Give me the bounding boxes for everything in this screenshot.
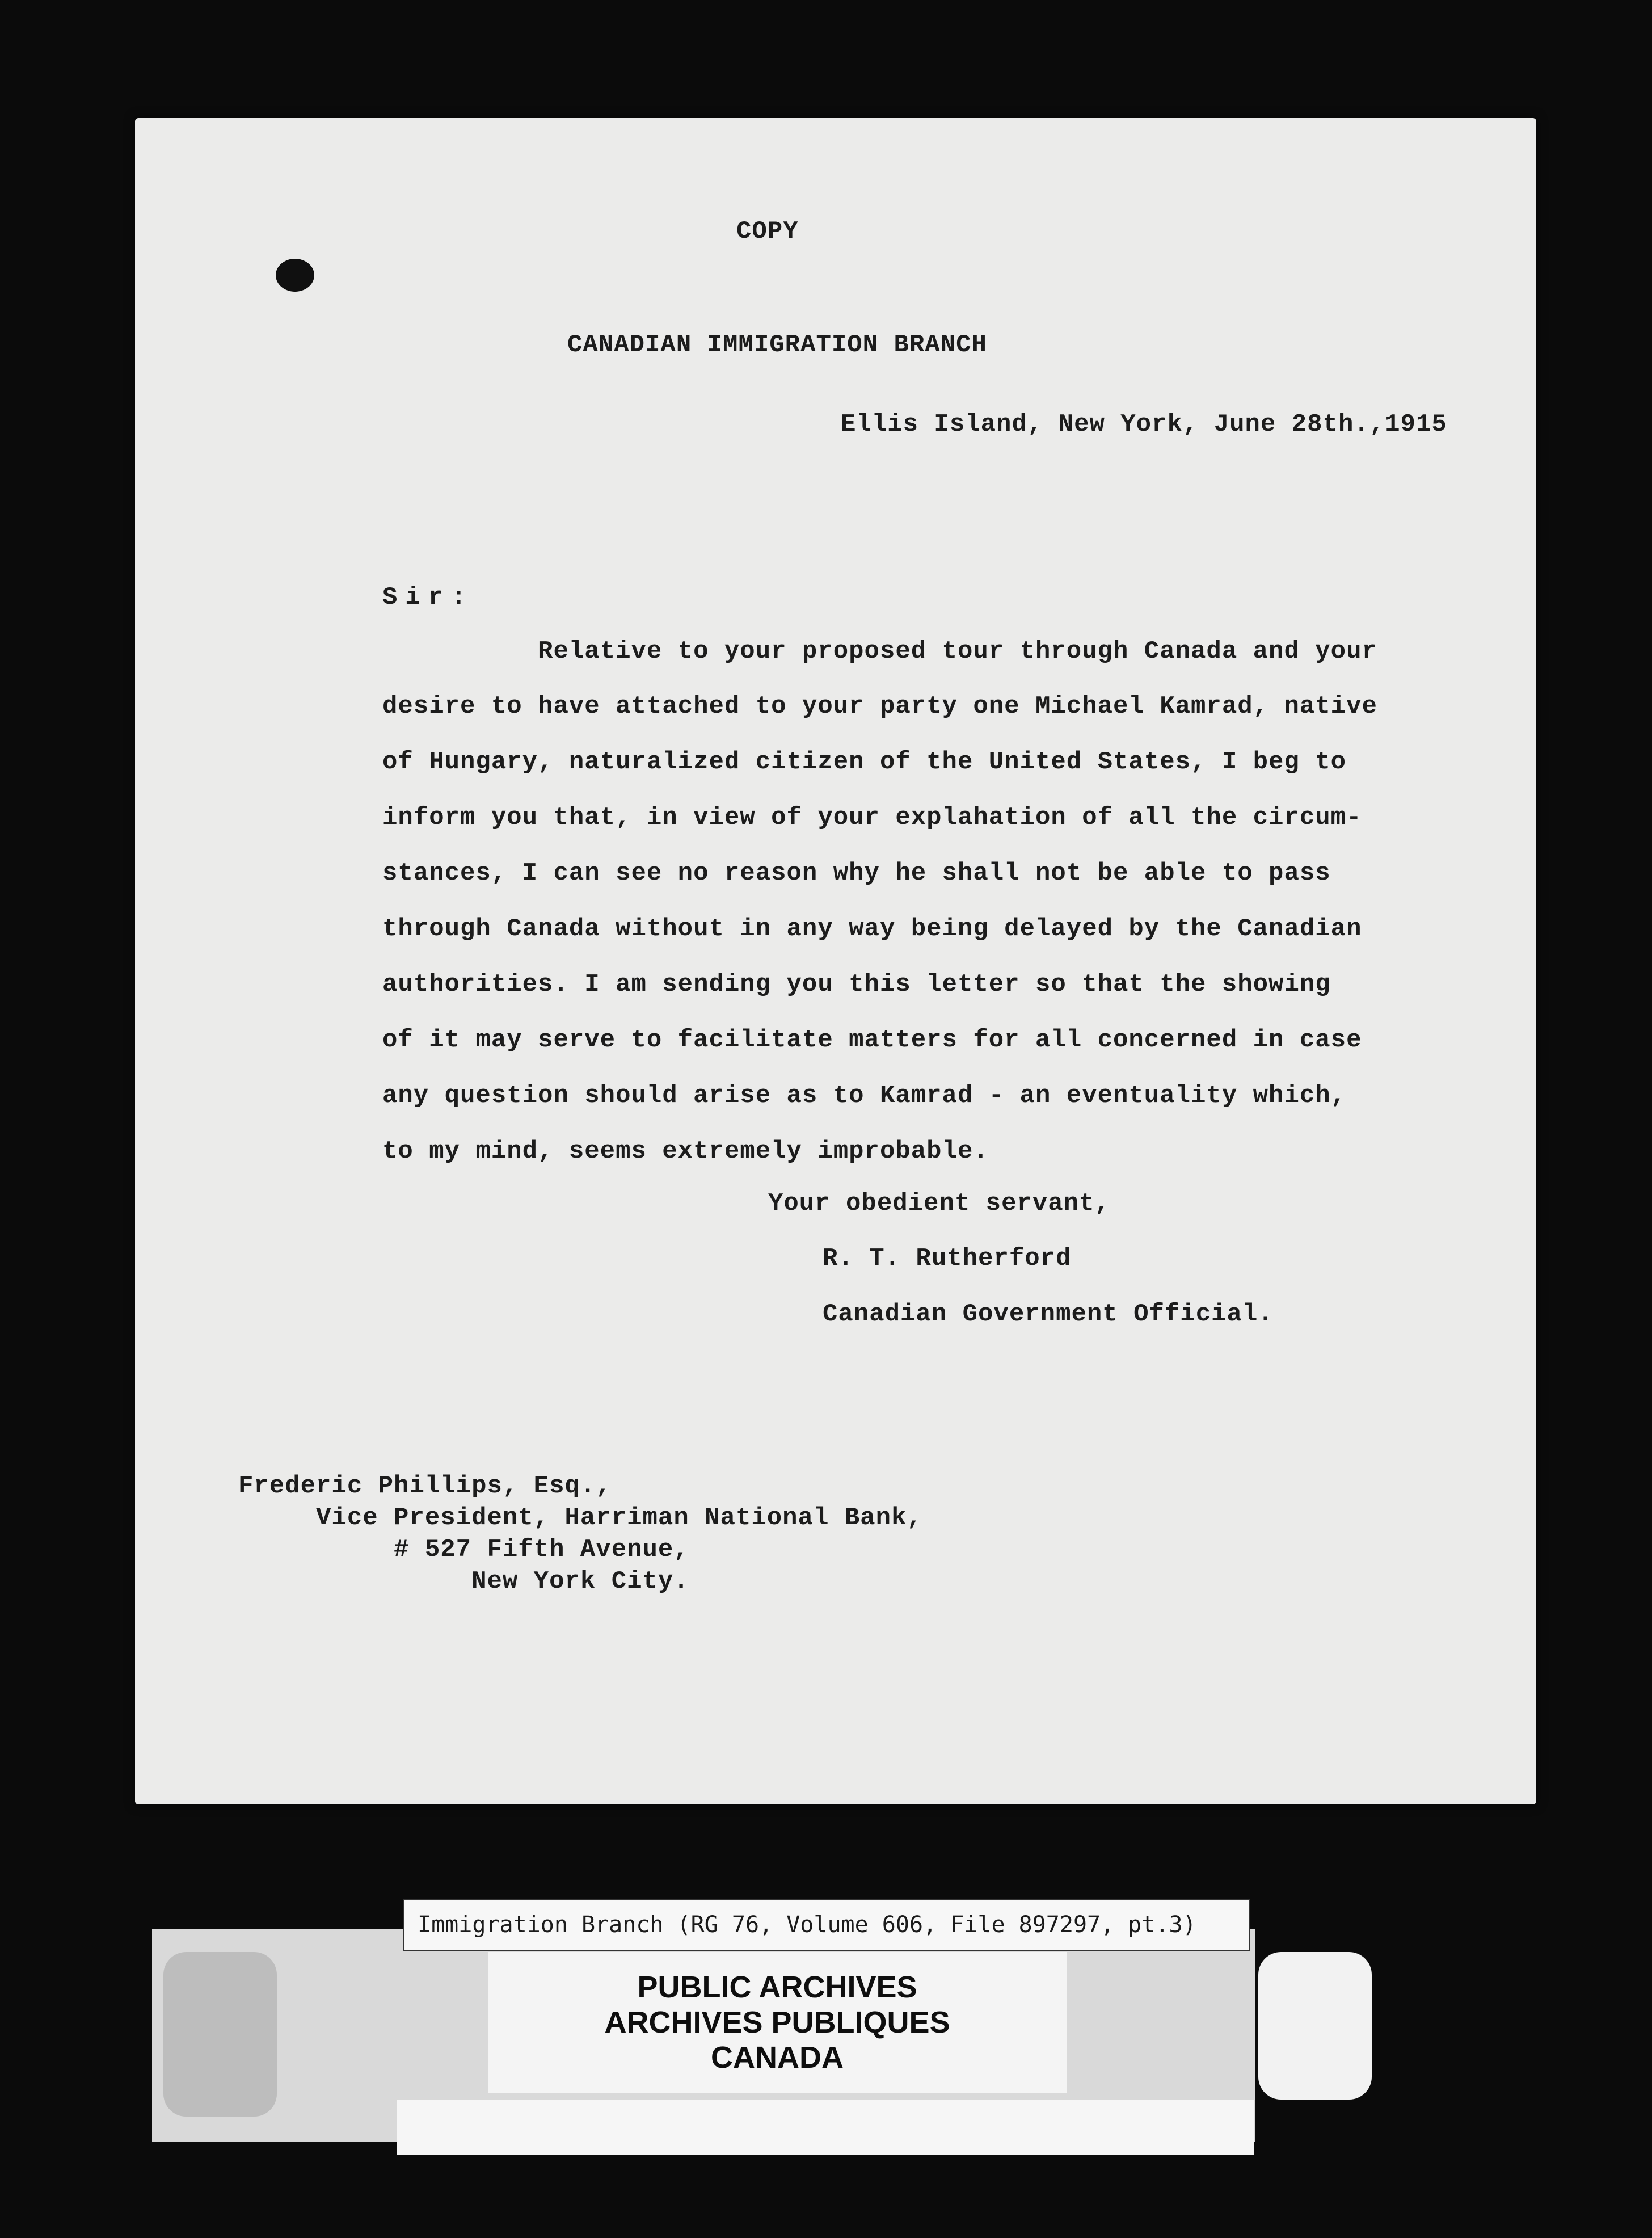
signature-name: R. T. Rutherford [823, 1244, 1072, 1273]
dateline: Ellis Island, New York, June 28th.,1915 [841, 410, 1447, 439]
body-line: Relative to your proposed tour through Canada and your [382, 637, 1377, 666]
address-line: # 527 Fifth Avenue, [238, 1536, 689, 1564]
body-line: inform you that, in view of your explahation of all the circum- [382, 804, 1362, 832]
body-line: any question should arise as to Kamrad - an eventuality which, [382, 1082, 1347, 1110]
body-line: of it may serve to facilitate matters for all concerned in case [382, 1026, 1362, 1054]
letter-page [135, 118, 1536, 1804]
stamp-line: ARCHIVES PUBLIQUES [604, 2005, 950, 2039]
body-line: of Hungary, naturalized citizen of the United States, I beg to [382, 748, 1347, 776]
archive-reference-label: Immigration Branch (RG 76, Volume 606, File 897297, pt.3) [403, 1899, 1250, 1951]
body-line: to my mind, seems extremely improbable. [382, 1137, 989, 1166]
closing: Your obedient servant, [768, 1189, 1110, 1218]
archives-stamp [488, 1952, 1067, 2093]
body-line: stances, I can see no reason why he shall not be able to pass [382, 859, 1331, 887]
signature-title: Canadian Government Official. [823, 1300, 1274, 1328]
address-line: New York City. [238, 1567, 689, 1596]
body-line: authorities. I am sending you this letter so that the showing [382, 970, 1331, 999]
stamp-line: CANADA [711, 2041, 844, 2075]
address-line: Vice President, Harriman National Bank, [238, 1504, 922, 1532]
address-line: Frederic Phillips, Esq., [238, 1472, 612, 1500]
body-line: through Canada without in any way being delayed by the Canadian [382, 915, 1362, 943]
letterhead-heading: CANADIAN IMMIGRATION BRANCH [567, 331, 987, 359]
strip-highlight [1258, 1952, 1372, 2100]
blank-label-bar [397, 2100, 1254, 2155]
salutation: Sir: [382, 583, 474, 612]
copy-label: COPY [736, 217, 799, 246]
stamp-line: PUBLIC ARCHIVES [637, 1970, 917, 2004]
punch-hole [276, 259, 314, 292]
body-line: desire to have attached to your party one Michael Kamrad, native [382, 692, 1377, 721]
strip-shadow [163, 1952, 277, 2117]
